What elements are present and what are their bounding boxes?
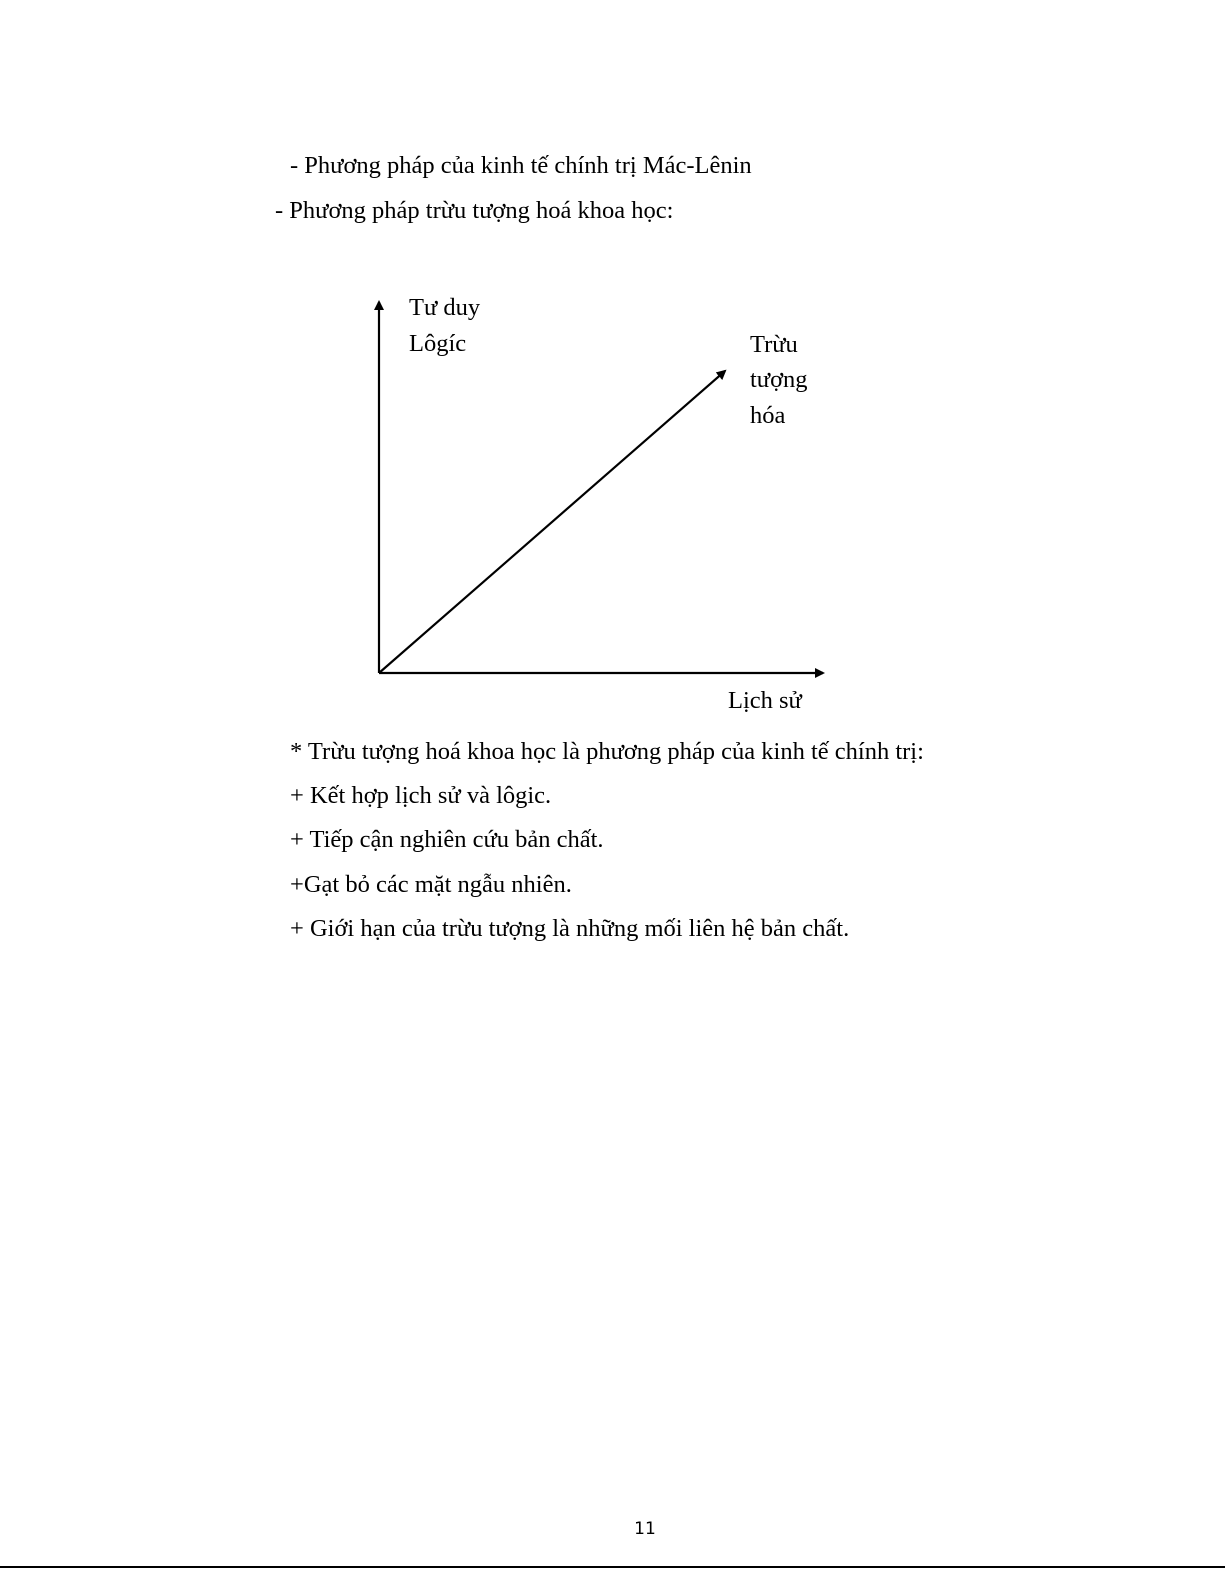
abstraction-heading: - Phương pháp trừu tượng hoá khoa học: bbox=[275, 197, 674, 224]
arrow-label-line2: tượng bbox=[750, 366, 808, 393]
arrow-label-line1: Trừu bbox=[750, 331, 798, 358]
point-remove-random: +Gạt bỏ các mặt ngẫu nhiên. bbox=[290, 871, 572, 898]
point-history-logic: + Kết hợp lịch sử và lôgic. bbox=[290, 782, 552, 809]
definition-line: * Trừu tượng hoá khoa học là phương pháp của kinh tế chính trị: bbox=[290, 738, 924, 765]
abstraction-arrow bbox=[379, 371, 725, 673]
point-limit: + Giới hạn của trừu tượng là những mối liên hệ bản chất. bbox=[290, 915, 850, 942]
method-heading: - Phương pháp của kinh tế chính trị Mác-Lênin bbox=[290, 152, 752, 179]
arrow-label-line3: hóa bbox=[750, 402, 786, 429]
x-axis-label: Lịch sử bbox=[728, 687, 802, 714]
y-axis-label-line1: Tư duy bbox=[409, 294, 481, 321]
y-axis-label-line2: Lôgíc bbox=[409, 330, 467, 357]
point-essence: + Tiếp cận nghiên cứu bản chất. bbox=[290, 826, 604, 853]
bottom-divider bbox=[0, 1566, 1225, 1568]
page-number: 11 bbox=[634, 1519, 656, 1539]
